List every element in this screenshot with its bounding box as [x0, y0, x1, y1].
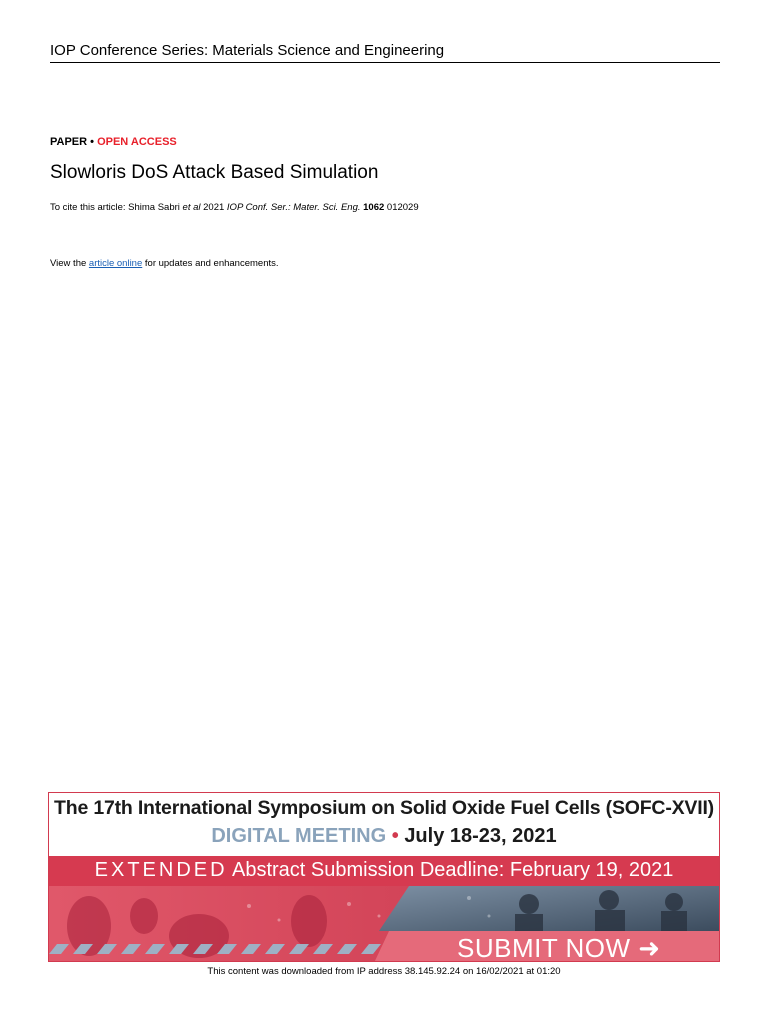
- submit-now-label: SUBMIT NOW: [457, 933, 631, 962]
- citation-etal: et al: [182, 202, 201, 213]
- view-online-line: [50, 258, 279, 269]
- download-footer: This content was downloaded from IP address 38.145.92.24 on 16/02/2021 at 01:20: [207, 966, 561, 977]
- separator: •: [90, 136, 95, 148]
- view-after: for updates and enhancements.: [144, 258, 279, 269]
- paper-type: PAPER: [50, 136, 88, 148]
- citation-journal: IOP Conf. Ser.: Mater. Sci. Eng.: [226, 202, 361, 213]
- paper-label: [50, 136, 177, 148]
- banner-deadline: Abstract Submission Deadline: February 19, 2021: [232, 859, 674, 881]
- submit-now-button[interactable]: [457, 933, 661, 962]
- banner-symposium-title: The 17th International Symposium on Solid Oxide Fuel Cells (SOFC-XVII): [54, 797, 714, 819]
- citation-volume: 1062: [363, 202, 385, 213]
- banner-extended: EXTENDED: [94, 859, 228, 881]
- sofc-advert-banner[interactable]: [48, 792, 720, 962]
- citation-prefix: To cite this article: Shima Sabri: [50, 202, 180, 213]
- article-online-link[interactable]: article online: [88, 258, 143, 269]
- arrow-right-icon: ➜: [638, 933, 661, 962]
- banner-digital-meeting: DIGITAL MEETING: [211, 825, 387, 847]
- banner-meeting-line: [49, 825, 719, 848]
- banner-deadline-line: [49, 859, 719, 882]
- open-access-badge: OPEN ACCESS: [97, 136, 177, 148]
- citation-year: 2021: [203, 202, 225, 213]
- article-title: Slowloris DoS Attack Based Simulation: [50, 162, 379, 183]
- citation-article-number: 012029: [386, 202, 419, 213]
- view-before: View the: [50, 258, 87, 269]
- citation: [50, 202, 419, 213]
- banner-bullet: •: [391, 825, 399, 847]
- banner-dates: July 18-23, 2021: [404, 825, 557, 847]
- journal-header: IOP Conference Series: Materials Science and Engineering: [50, 42, 720, 63]
